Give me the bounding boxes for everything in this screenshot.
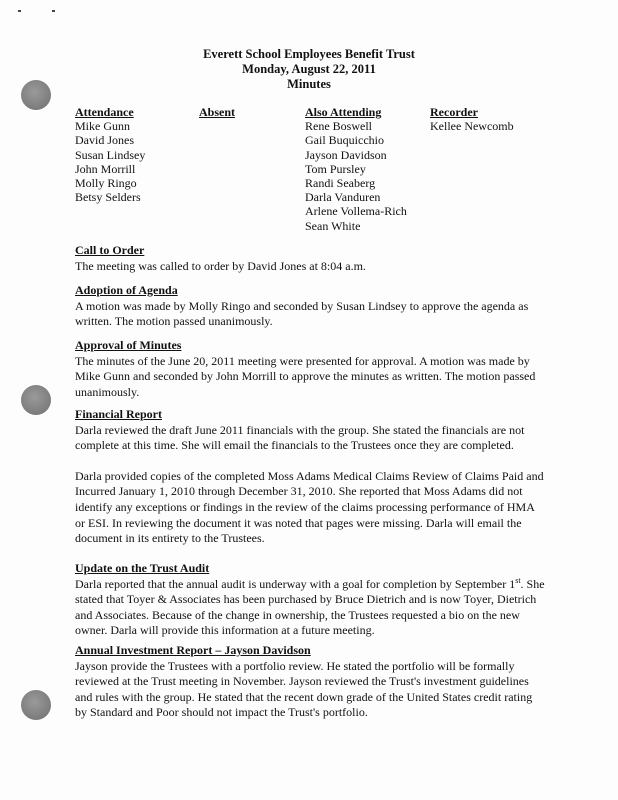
attendee-name: John Morrill xyxy=(75,161,136,176)
adoption-of-agenda-text: A motion was made by Molly Ringo and seconded by Susan Lindsey to approve the agenda as written. The motion passed unanimously. xyxy=(75,298,529,329)
meeting-date: Monday, August 22, 2011 xyxy=(242,62,376,76)
call-to-order-section xyxy=(75,243,545,274)
document-type: Minutes xyxy=(287,77,331,91)
recorder-name: Kellee Newcomb xyxy=(430,119,514,134)
guest-name: Randi Seaberg xyxy=(305,176,376,191)
guest-name: Gail Buquicchio xyxy=(305,133,384,148)
guest-name: Sean White xyxy=(305,218,361,233)
approval-of-minutes-text: The minutes of the June 20, 2011 meeting were presented for approval. A motion was made by Mike Gunn and seconded by John Morrill to approve the minutes as written. The motion passed unanimously. xyxy=(75,353,536,399)
financial-report-section xyxy=(75,407,545,547)
financial-report-heading: Financial Report xyxy=(75,407,162,421)
attendance-column xyxy=(75,105,145,204)
absent-column xyxy=(199,105,235,119)
financial-report-paragraph-2: Darla provided copies of the completed Moss Adams Medical Claims Review of Claims Paid and Incurred January 1, 2010 through December 31, 2010. She reported that Moss Adams did not identify any exceptions or findings in the review of the claims processing performance of HMA or ESI. In reviewing the document it was noted that pages were missing. Darla will email the document in its entirety to the Trustees. xyxy=(75,468,544,546)
guest-name: Arlene Vollema-Rich xyxy=(305,204,407,219)
trust-audit-section xyxy=(75,561,545,639)
adoption-of-agenda-heading: Adoption of Agenda xyxy=(75,283,178,297)
trust-audit-text xyxy=(75,577,545,639)
recorder-heading: Recorder xyxy=(430,105,478,119)
trust-audit-heading: Update on the Trust Audit xyxy=(75,561,210,575)
investment-report-section xyxy=(75,643,545,721)
guest-name: Darla Vanduren xyxy=(305,190,381,205)
call-to-order-text: The meeting was called to order by David Jones at 8:04 a.m. xyxy=(75,258,366,273)
punch-hole-middle xyxy=(21,385,51,415)
org-title: Everett School Employees Benefit Trust xyxy=(203,47,415,61)
document-header xyxy=(0,47,618,92)
attendee-name: David Jones xyxy=(75,133,134,148)
adoption-of-agenda-section xyxy=(75,283,545,330)
approval-of-minutes-section xyxy=(75,338,545,400)
approval-of-minutes-heading: Approval of Minutes xyxy=(75,338,182,352)
attendee-name: Molly Ringo xyxy=(75,176,137,191)
scan-artifact xyxy=(18,8,58,14)
attendee-name: Betsy Selders xyxy=(75,190,141,205)
attendee-name: Susan Lindsey xyxy=(75,147,146,162)
punch-hole-bottom xyxy=(21,690,51,720)
call-to-order-heading: Call to Order xyxy=(75,243,145,257)
guest-name: Tom Pursley xyxy=(305,161,366,176)
trust-audit-text-start: Darla reported that the annual audit is underway with a goal for completion by September 1 xyxy=(75,576,516,591)
ordinal-suffix: st xyxy=(515,575,521,585)
investment-report-heading: Annual Investment Report – Jayson Davidson xyxy=(75,643,311,657)
financial-report-paragraph-1: Darla reviewed the draft June 2011 financials with the group. She stated the financials are not complete at this time. She will email the financials to the Trustees once they are completed. xyxy=(75,422,525,453)
guest-name: Jayson Davidson xyxy=(305,147,387,162)
attendee-name: Mike Gunn xyxy=(75,119,130,134)
absent-heading: Absent xyxy=(199,105,236,119)
guest-name: Rene Boswell xyxy=(305,119,372,134)
investment-report-text: Jayson provide the Trustees with a portfolio review. He stated the portfolio will be formally reviewed at the Trust meeting in November. Jayson reviewed the Trust's investment guidelines and rules with the group. He stated that the recent down grade of the United States credit rating by Standard and Poor should not impact the Trust's portfolio. xyxy=(75,658,533,720)
attendance-heading: Attendance xyxy=(75,105,134,119)
recorder-column xyxy=(430,105,514,133)
also-attending-heading: Also Attending xyxy=(305,105,382,119)
also-attending-column xyxy=(305,105,407,233)
trust-audit-text-end: . She stated that Toyer & Associates has been purchased by Bruce Dietrich and is now Toyer, Dietrich and Associates. Because of the change in ownership, the Trustees requested a bio on the new owner. Darla will provide this information at a future meeting. xyxy=(75,576,545,638)
